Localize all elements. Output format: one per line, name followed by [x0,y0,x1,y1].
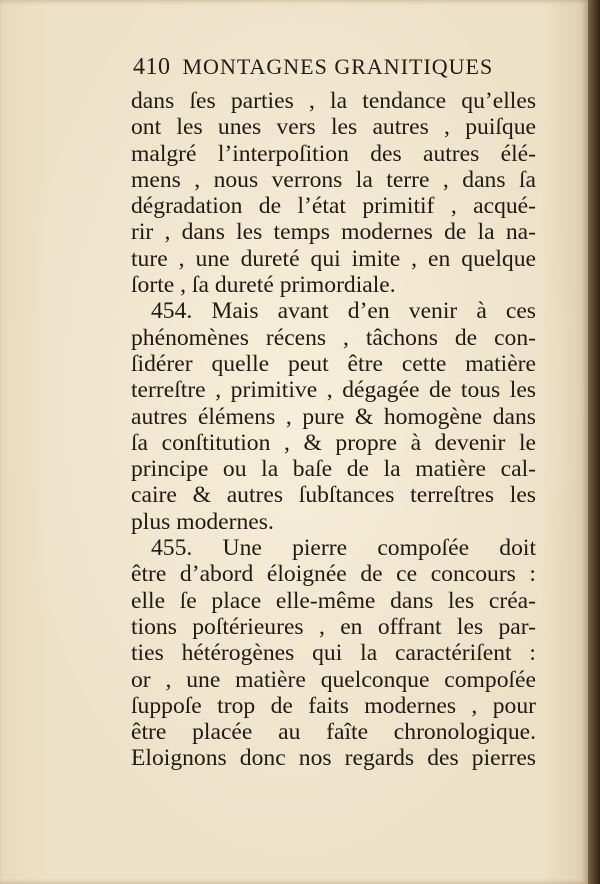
text-line: 454. Mais avant d’en venir à ces [151,298,536,325]
page-edge-shadow [588,0,600,884]
text-line: terreſtre , primitive , dégagée de tous les [131,377,536,404]
page-header [133,54,533,81]
text-line: ſuppoſe trop de faits modernes , pour [131,692,536,719]
text-line: principe ou la baſe de la matière cal- [131,456,536,483]
text-line: ture , une dureté qui imite , en quelque [131,245,536,272]
text-line: malgré l’interpoſition des autres élé- [131,140,536,167]
text-line: être d’abord éloignée de ce concours : [131,561,536,588]
text-line: ſorte , ſa dureté primordiale. [131,272,396,299]
text-line: dans ſes parties , la tendance qu’elles [131,88,536,114]
text-line: ties hétérogènes qui la caractériſent : [131,640,536,667]
page-number: 410 [133,54,171,80]
text-line: caire & autres ſubſtances terreſtres les [131,482,536,509]
text-line: ſidérer quelle peut être cette matière [131,350,536,377]
text-line: phénomènes récens , tâchons de con- [131,324,536,351]
text-line: ont les unes vers les autres , puiſque [131,114,536,141]
text-line: autres élémens , pure & homogène dans [131,403,536,430]
text-line: rir , dans les temps modernes de la na- [131,219,536,246]
body-text [131,88,536,772]
text-line: elle ſe place elle-même dans les créa- [131,587,536,614]
running-title: MONTAGNES GRANITIQUES [182,54,494,79]
text-line: ſa conſtitution , & propre à devenir le [131,429,536,456]
text-line: plus modernes. [131,508,274,535]
text-line: être placée au faîte chronologique. [131,719,536,746]
text-line: 455. Une pierre compoſée doit [151,535,536,562]
text-line: dégradation de l’état primitif , acqué- [131,193,536,220]
text-line: or , une matière quelconque compoſée [131,666,536,693]
text-line: tions poſtérieures , en offrant les par- [131,613,536,640]
text-line: mens , nous verrons la terre , dans ſa [131,166,536,193]
text-line: Eloignons donc nos regards des pierres [131,745,536,772]
